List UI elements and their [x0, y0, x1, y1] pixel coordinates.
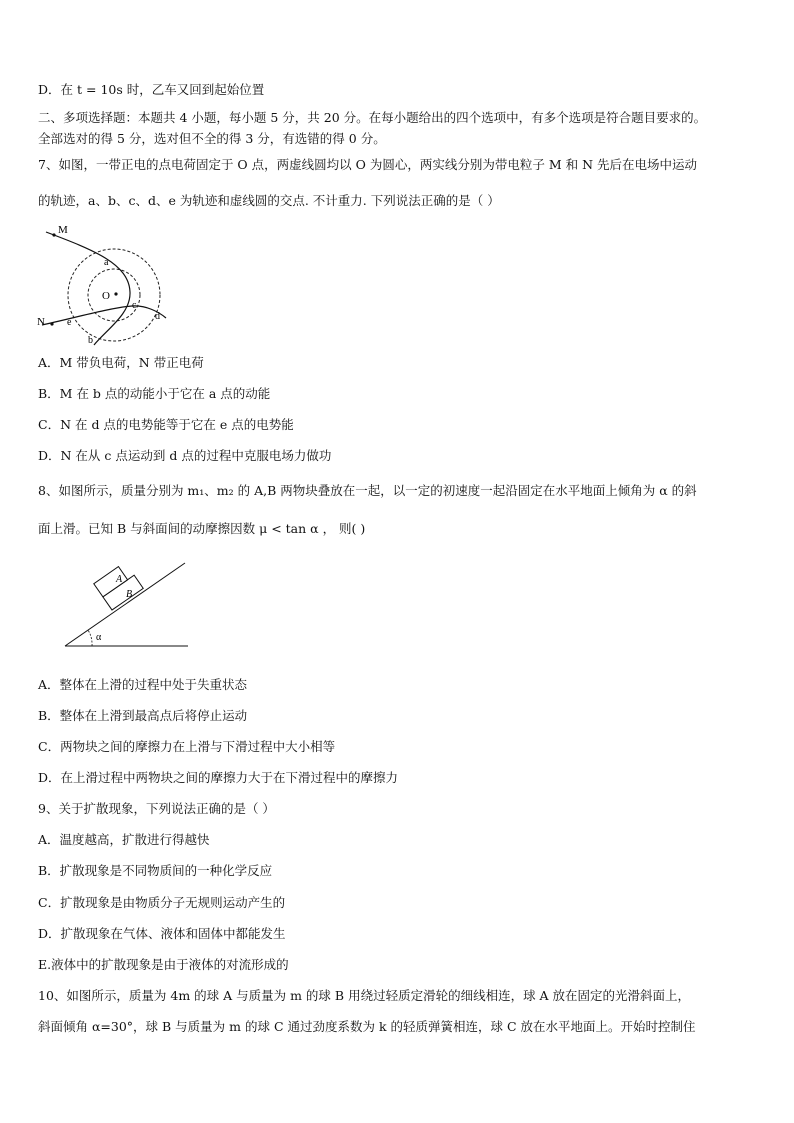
section-2-scoring: 全部选对的得 5 分，选对但不全的得 3 分，有选错的得 0 分。	[38, 131, 386, 146]
question-7-option-b: B．M 在 b 点的动能小于它在 a 点的动能	[38, 386, 271, 401]
question-7-option-c: C．N 在 d 点的电势能等于它在 e 点的电势能	[38, 417, 294, 432]
question-9-stem: 9、关于扩散现象，下列说法正确的是（ ）	[38, 801, 275, 816]
question-10-stem-1: 10、如图所示，质量为 4m 的球 A 与质量为 m 的球 B 用绕过轻质定滑轮的细线相连，球 A 放在固定的光滑斜面上，	[38, 988, 691, 1003]
point-n	[50, 322, 53, 325]
question-9-option-d: D．扩散现象在气体、液体和固体中都能发生	[38, 926, 286, 941]
angle-arc	[88, 630, 92, 646]
label-n: N	[37, 316, 45, 328]
question-7-option-d: D．N 在从 c 点运动到 d 点的过程中克服电场力做功	[38, 448, 332, 463]
point-o	[114, 292, 117, 295]
label-d: d	[155, 311, 160, 322]
inner-dashed-circle	[88, 269, 140, 321]
label-b: b	[88, 335, 93, 346]
point-m	[52, 233, 55, 236]
question-7-stem-1: 7、如图，一带正电的点电荷固定于 O 点，两虚线圆均以 O 为圆心，两实线分别为带电粒子 M 和 N 先后在电场中运动	[38, 157, 697, 172]
question-8-option-a: A．整体在上滑的过程中处于失重状态	[38, 677, 248, 692]
question-9-option-c: C．扩散现象是由物质分子无规则运动产生的	[38, 895, 286, 910]
option-d-q6: D．在 t = 10s 时，乙车又回到起始位置	[38, 82, 265, 97]
question-7-figure	[34, 222, 184, 347]
outer-dashed-circle	[68, 249, 160, 341]
question-10-stem-2: 斜面倾角 α=30°，球 B 与质量为 m 的球 C 通过劲度系数为 k 的轻质弹簧相连，球 C 放在水平地面上。开始时控制住	[38, 1019, 696, 1034]
label-a: a	[104, 257, 109, 268]
label-c: c	[132, 300, 137, 311]
question-8-option-b: B．整体在上滑到最高点后将停止运动	[38, 708, 248, 723]
block-b-label: B	[126, 589, 133, 600]
trajectory-m	[46, 232, 130, 345]
question-9-option-b: B．扩散现象是不同物质间的一种化学反应	[38, 863, 273, 878]
label-m: M	[58, 224, 68, 236]
question-9-option-a: A．温度越高，扩散进行得越快	[38, 832, 210, 847]
block-a-label: A	[116, 574, 123, 585]
question-8-option-d: D．在上滑过程中两物块之间的摩擦力大于在下滑过程中的摩擦力	[38, 770, 399, 785]
question-9-option-e: E.液体中的扩散现象是由于液体的对流形成的	[38, 957, 289, 972]
question-7-stem-2: 的轨迹，a、b、c、d、e 为轨迹和虚线圆的交点. 不计重力. 下列说法正确的是（ ）	[38, 193, 500, 208]
question-8-stem-2: 面上滑。已知 B 与斜面间的动摩擦因数 μ < tan α ， 则( )	[38, 521, 366, 536]
angle-label: α	[96, 632, 102, 643]
question-8-figure	[60, 555, 195, 650]
label-o: O	[102, 290, 110, 302]
trajectory-n	[42, 306, 166, 325]
question-8-option-c: C．两物块之间的摩擦力在上滑与下滑过程中大小相等	[38, 739, 336, 754]
question-7-option-a: A．M 带负电荷，N 带正电荷	[38, 355, 204, 370]
label-e: e	[67, 317, 72, 328]
question-8-stem-1: 8、如图所示，质量分别为 m₁、m₂ 的 A,B 两物块叠放在一起，以一定的初速度一起沿固定在水平地面上倾角为 α 的斜	[38, 483, 697, 498]
section-2-heading: 二、多项选择题：本题共 4 小题，每小题 5 分，共 20 分。在每小题给出的四个选项中，有多个选项是符合题目要求的。	[38, 110, 707, 125]
